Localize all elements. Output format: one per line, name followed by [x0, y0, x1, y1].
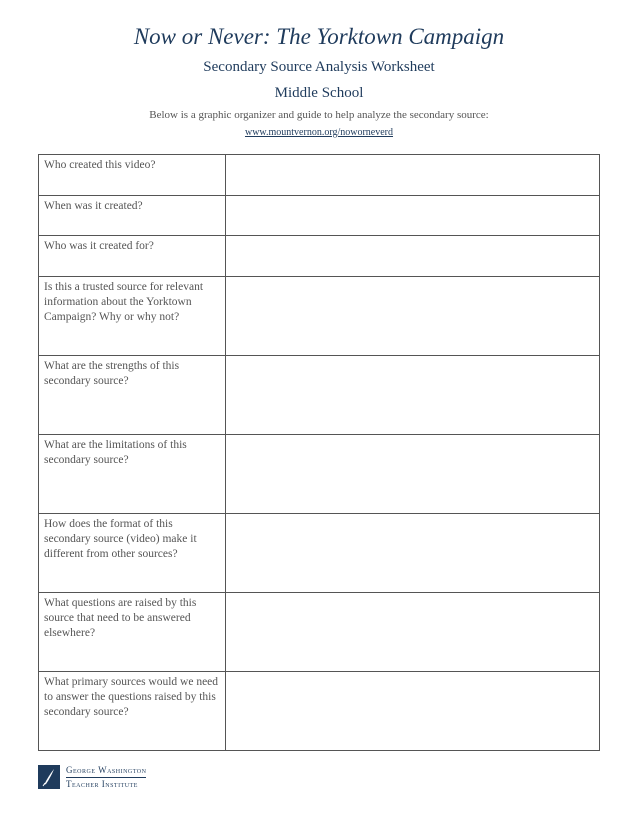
footer-logo — [38, 764, 146, 790]
answer-cell[interactable] — [226, 514, 600, 593]
table-row — [39, 277, 600, 356]
worksheet-table — [38, 154, 600, 751]
worksheet-subtitle: Secondary Source Analysis Worksheet — [203, 59, 435, 75]
table-row — [39, 514, 600, 593]
answer-cell[interactable] — [226, 356, 600, 435]
table-row — [39, 155, 600, 196]
org-name-line2: Teacher Institute — [66, 778, 138, 789]
table-row — [39, 672, 600, 751]
answer-cell[interactable] — [226, 277, 600, 356]
answer-cell[interactable] — [226, 593, 600, 672]
answer-cell[interactable] — [226, 236, 600, 277]
org-name-line1: George Washington — [66, 765, 146, 778]
question-cell: What questions are raised by this source that need to be answered elsewhere? — [39, 593, 226, 672]
answer-cell[interactable] — [226, 155, 600, 196]
question-cell: What are the limitations of this secondary source? — [39, 435, 226, 514]
page-title: Now or Never: The Yorktown Campaign — [133, 24, 505, 49]
question-cell: Who created this video? — [39, 155, 226, 196]
table-row — [39, 236, 600, 277]
answer-cell[interactable] — [226, 672, 600, 751]
answer-cell[interactable] — [226, 196, 600, 236]
table-row — [39, 593, 600, 672]
table-row — [39, 356, 600, 435]
answer-cell[interactable] — [226, 435, 600, 514]
table-row — [39, 196, 600, 236]
intro-text: Below is a graphic organizer and guide to help analyze the secondary source: — [149, 109, 489, 121]
source-link[interactable]: www.mountvernon.org/noworneverd — [244, 127, 394, 138]
question-cell: What are the strengths of this secondary source? — [39, 356, 226, 435]
question-cell: When was it created? — [39, 196, 226, 236]
question-cell: What primary sources would we need to answer the questions raised by this secondary source? — [39, 672, 226, 751]
question-cell: Is this a trusted source for relevant information about the Yorktown Campaign? Why or why not? — [39, 277, 226, 356]
question-cell: How does the format of this secondary source (video) make it different from other sources? — [39, 514, 226, 593]
table-row — [39, 435, 600, 514]
question-cell: Who was it created for? — [39, 236, 226, 277]
grade-level: Middle School — [274, 85, 364, 101]
org-name — [66, 765, 146, 790]
quill-logo-icon — [38, 765, 60, 789]
